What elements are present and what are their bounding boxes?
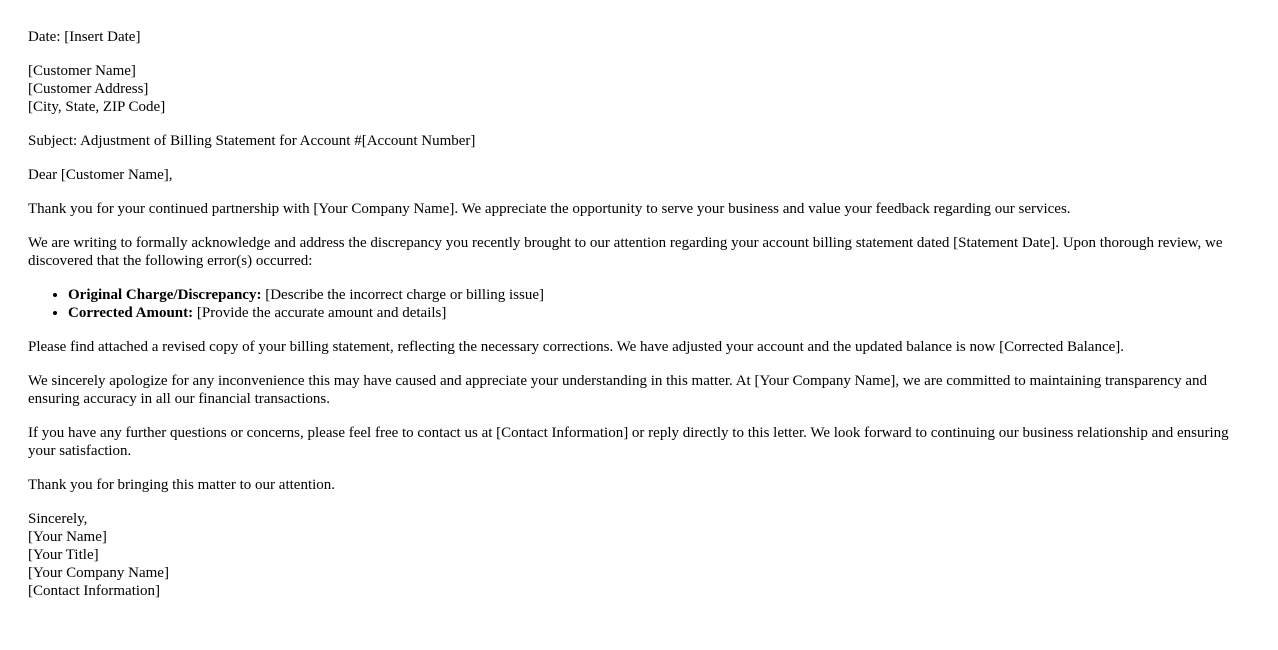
error-detail: [Describe the incorrect charge or billing issue] bbox=[261, 287, 545, 303]
signature-company: [Your Company Name] bbox=[28, 565, 169, 581]
error-list bbox=[28, 286, 1258, 322]
paragraph-closing-thanks: Thank you for bringing this matter to our attention. bbox=[28, 477, 336, 493]
signature-contact: [Contact Information] bbox=[28, 583, 161, 599]
paragraph-revised-copy: Please find attached a revised copy of your billing statement, reflecting the necessary corrections. We have adjusted your account and the updated balance is now [Corrected Balance]. bbox=[28, 339, 1125, 355]
recipient-address: [Customer Address] bbox=[28, 81, 149, 97]
recipient-city-state-zip: [City, State, ZIP Code] bbox=[28, 99, 166, 115]
recipient-block bbox=[28, 62, 1258, 116]
error-term: Corrected Amount: bbox=[68, 305, 194, 321]
date-line: Date: [Insert Date] bbox=[28, 29, 141, 45]
subject-line: Subject: Adjustment of Billing Statement for Account #[Account Number] bbox=[28, 133, 476, 149]
paragraph-acknowledgement: We are writing to formally acknowledge and address the discrepancy you recently brought to our attention regarding your account billing statement dated [Statement Date]. Upon thorough review, we discovered that the following error(s) occurred: bbox=[28, 235, 1223, 269]
signature-name: [Your Name] bbox=[28, 529, 107, 545]
paragraph-thanks-intro: Thank you for your continued partnership with [Your Company Name]. We appreciate the opportunity to serve your business and value your feedback regarding our services. bbox=[28, 201, 1071, 217]
list-item bbox=[68, 286, 1258, 304]
signature-title: [Your Title] bbox=[28, 547, 99, 563]
paragraph-apology: We sincerely apologize for any inconvenience this may have caused and appreciate your understanding in this matter. At [Your Company Name], we are committed to maintaining transparency and ensuring accuracy in all our financial transactions. bbox=[28, 373, 1207, 407]
recipient-name: [Customer Name] bbox=[28, 63, 136, 79]
signature-block bbox=[28, 510, 1258, 600]
error-detail: [Provide the accurate amount and details] bbox=[193, 305, 447, 321]
salutation: Dear [Customer Name], bbox=[28, 167, 173, 183]
error-term: Original Charge/Discrepancy: bbox=[68, 287, 262, 303]
signature-closing: Sincerely, bbox=[28, 511, 88, 527]
paragraph-contact: If you have any further questions or concerns, please feel free to contact us at [Contact Information] or reply directly to this letter. We look forward to continuing our business relationship and ensuring your satisfaction. bbox=[28, 425, 1229, 459]
letter-document bbox=[28, 28, 1258, 616]
list-item bbox=[68, 304, 1258, 322]
